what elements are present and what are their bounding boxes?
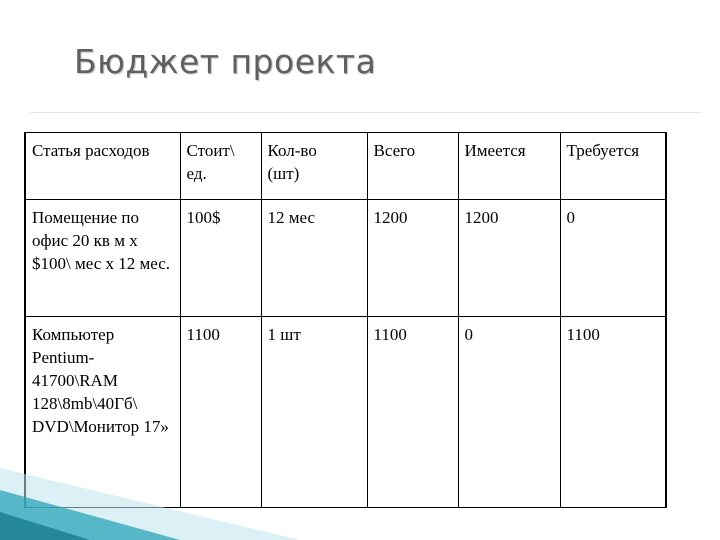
header-cell-total [367,133,458,200]
header-label: Всего [373,141,416,160]
budget-table [24,132,667,508]
cell-expense-item: Помещение по офис 20 кв м х $100\ мес х 12 мес. [25,200,180,317]
cell-available: 0 [458,317,560,508]
header-sublabel: (шт) [267,164,300,183]
table-row [25,317,666,508]
cell-required: 1100 [560,317,666,508]
table-row [25,200,666,317]
header-label: Стоит\ [186,141,235,160]
table-header-row [25,133,666,200]
header-label: Имеется [464,141,526,160]
title-divider [30,112,702,113]
header-label: Требуется [566,141,640,160]
header-label: Кол-во [267,141,317,160]
cell-available: 1200 [458,200,560,317]
cell-quantity: 12 мес [261,200,367,317]
header-cell-expense-item [25,133,180,200]
header-cell-required [560,133,666,200]
cell-required: 0 [560,200,666,317]
header-cell-quantity [261,133,367,200]
cell-expense-item: Компьютер Pentium-41700\RAM 128\8mb\40Гб\ DVD\Монитор 17» [25,317,180,508]
decor-band-dark [0,512,90,540]
header-cell-unit-cost [180,133,261,200]
slide-title: Бюджет проекта [74,42,377,81]
header-label: Статья расходов [32,141,150,160]
header-cell-available [458,133,560,200]
cell-unit-cost: 100$ [180,200,261,317]
cell-quantity: 1 шт [261,317,367,508]
cell-total: 1200 [367,200,458,317]
header-sublabel: ед. [186,164,207,183]
cell-total: 1100 [367,317,458,508]
cell-unit-cost: 1100 [180,317,261,508]
